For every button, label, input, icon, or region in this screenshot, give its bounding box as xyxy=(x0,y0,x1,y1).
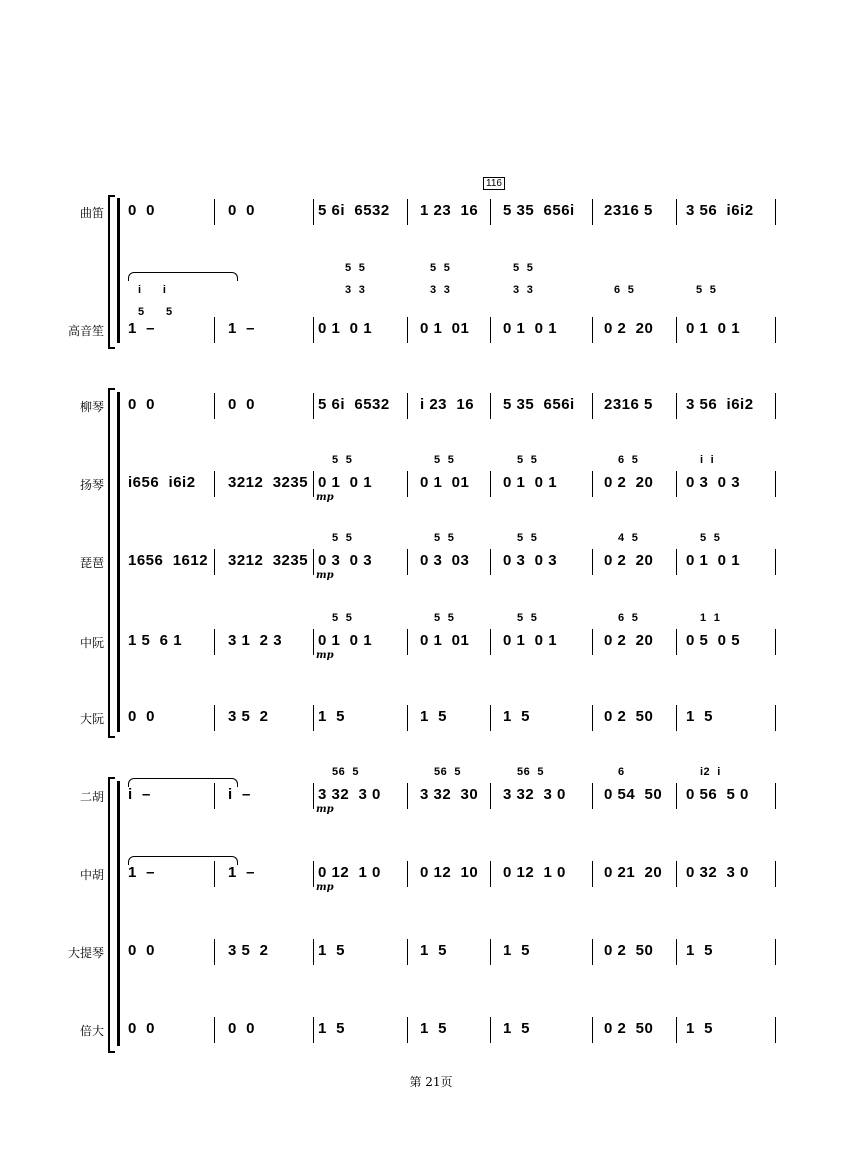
barline xyxy=(407,939,408,965)
barline xyxy=(407,471,408,497)
barline xyxy=(490,199,491,225)
barline xyxy=(592,939,593,965)
measure-notes: 0 0 xyxy=(228,1020,256,1037)
upper-voice-notes: i i xyxy=(700,454,715,466)
upper-voice-notes: 5 5 xyxy=(517,532,538,544)
measure-notes: 1 5 xyxy=(686,1020,714,1037)
measure-notes: 0 3 0 3 xyxy=(503,552,558,569)
barline xyxy=(775,1017,776,1043)
measure-notes: 1 5 xyxy=(503,1020,531,1037)
upper-voice-notes: 1 1 xyxy=(700,612,721,624)
upper-voice-notes: 6 xyxy=(618,766,625,778)
upper-voice-notes: 3 3 xyxy=(513,284,534,296)
instrument-label: 琵琶 xyxy=(79,556,104,570)
measure-notes: i – xyxy=(128,786,151,803)
measure-notes: 3 56 i6i2 xyxy=(686,202,754,219)
dynamic-mark: mp xyxy=(316,650,334,661)
barline xyxy=(313,939,314,965)
upper-voice-notes: 56 5 xyxy=(517,766,544,778)
measure-notes: 0 2 20 xyxy=(604,632,654,649)
measure-notes: 0 12 1 0 xyxy=(503,864,566,881)
dynamic-mark: mp xyxy=(316,804,334,815)
upper-voice-notes: 5 5 xyxy=(332,454,353,466)
measure-notes: 1 23 16 xyxy=(420,202,479,219)
measure-notes: i – xyxy=(228,786,251,803)
upper-voice-notes: 6 5 xyxy=(618,612,639,624)
tempo-mark: 116 xyxy=(483,177,505,190)
upper-voice-notes: 5 5 xyxy=(332,532,353,544)
measure-notes: 0 0 xyxy=(128,202,156,219)
measure-notes: 5 6i 6532 xyxy=(318,396,390,413)
upper-voice-notes: 3 3 xyxy=(345,284,366,296)
barline xyxy=(214,939,215,965)
upper-voice-notes: 5 5 xyxy=(332,612,353,624)
measure-notes: 2316 5 xyxy=(604,202,653,219)
measure-notes: 3 1 2 3 xyxy=(228,632,283,649)
measure-notes: 3 32 3 0 xyxy=(503,786,566,803)
instrument-label: 大提琴 xyxy=(67,946,104,960)
barline xyxy=(407,705,408,731)
instrument-label: 高音笙 xyxy=(67,324,104,338)
barline xyxy=(214,471,215,497)
strings-brace xyxy=(108,777,115,1053)
barline xyxy=(214,393,215,419)
instrument-label: 中胡 xyxy=(79,868,104,882)
dynamic-mark: mp xyxy=(316,492,334,503)
upper-voice-notes: 5 5 xyxy=(138,306,173,318)
barline xyxy=(313,629,314,655)
instrument-label: 曲笛 xyxy=(79,206,104,220)
measure-notes: 3212 3235 xyxy=(228,552,309,569)
barline xyxy=(490,1017,491,1043)
measure-notes: 1 – xyxy=(228,320,256,337)
instrument-label: 大阮 xyxy=(79,712,104,726)
barline xyxy=(490,393,491,419)
measure-notes: 0 2 50 xyxy=(604,708,654,725)
barline xyxy=(676,861,677,887)
measure-notes: 0 1 01 xyxy=(420,320,470,337)
barline xyxy=(214,629,215,655)
plucked-brace xyxy=(108,388,115,738)
dynamic-mark: mp xyxy=(316,882,334,893)
measure-notes: 0 1 0 1 xyxy=(686,320,741,337)
measure-notes: 0 32 3 0 xyxy=(686,864,749,881)
measure-notes: 3 5 2 xyxy=(228,942,269,959)
barline xyxy=(676,629,677,655)
measure-notes: 0 2 50 xyxy=(604,1020,654,1037)
measure-notes: 0 56 5 0 xyxy=(686,786,749,803)
upper-voice-notes: 5 5 xyxy=(434,612,455,624)
barline xyxy=(775,783,776,809)
barline xyxy=(592,317,593,343)
measure-notes: 1 5 xyxy=(503,708,531,725)
barline xyxy=(313,1017,314,1043)
measure-notes: 0 1 0 1 xyxy=(318,320,373,337)
tie-slur xyxy=(128,856,238,865)
barline xyxy=(407,393,408,419)
barline xyxy=(407,549,408,575)
barline xyxy=(775,549,776,575)
instrument-label: 二胡 xyxy=(79,790,104,804)
barline xyxy=(592,861,593,887)
measure-notes: 0 1 0 1 xyxy=(503,474,558,491)
barline xyxy=(214,705,215,731)
measure-notes: 3212 3235 xyxy=(228,474,309,491)
barline xyxy=(407,1017,408,1043)
upper-voice-notes: 5 5 xyxy=(696,284,717,296)
barline xyxy=(490,861,491,887)
upper-voice-notes: 5 5 xyxy=(434,454,455,466)
measure-notes: 1 5 xyxy=(420,1020,448,1037)
measure-notes: 1 5 xyxy=(503,942,531,959)
measure-notes: 0 3 0 3 xyxy=(318,552,373,569)
measure-notes: 1 – xyxy=(128,320,156,337)
upper-voice-notes: 3 3 xyxy=(430,284,451,296)
barline xyxy=(775,705,776,731)
measure-notes: 0 1 01 xyxy=(420,632,470,649)
barline xyxy=(676,393,677,419)
barline xyxy=(214,549,215,575)
dynamic-mark: mp xyxy=(316,570,334,581)
barline xyxy=(775,393,776,419)
measure-notes: 0 1 0 1 xyxy=(318,474,373,491)
barline xyxy=(775,939,776,965)
barline xyxy=(592,199,593,225)
measure-notes: i656 i6i2 xyxy=(128,474,196,491)
barline xyxy=(676,783,677,809)
barline xyxy=(676,1017,677,1043)
upper-voice-notes: 5 5 xyxy=(517,612,538,624)
measure-notes: i 23 16 xyxy=(420,396,475,413)
barline xyxy=(214,199,215,225)
barline xyxy=(490,549,491,575)
barline xyxy=(313,705,314,731)
measure-notes: 0 2 20 xyxy=(604,552,654,569)
barline xyxy=(490,629,491,655)
barline xyxy=(490,705,491,731)
instrument-label: 扬琴 xyxy=(79,478,104,492)
measure-notes: 1 5 xyxy=(420,708,448,725)
page-footer: 第 21页 xyxy=(409,1075,453,1089)
barline xyxy=(775,629,776,655)
upper-voice-notes: 56 5 xyxy=(434,766,461,778)
barline xyxy=(592,705,593,731)
measure-notes: 1656 1612 xyxy=(128,552,209,569)
barline xyxy=(490,939,491,965)
barline xyxy=(407,861,408,887)
barline xyxy=(407,783,408,809)
measure-notes: 0 0 xyxy=(128,942,156,959)
instrument-label: 倍大 xyxy=(79,1024,104,1038)
barline xyxy=(313,471,314,497)
barline xyxy=(592,471,593,497)
measure-notes: 0 1 0 1 xyxy=(503,632,558,649)
measure-notes: 1 5 xyxy=(420,942,448,959)
barline xyxy=(676,317,677,343)
measure-notes: 3 5 2 xyxy=(228,708,269,725)
upper-voice-notes: 5 5 xyxy=(345,262,366,274)
tie-slur xyxy=(128,778,238,787)
barline xyxy=(592,393,593,419)
measure-notes: 0 5 0 5 xyxy=(686,632,741,649)
barline xyxy=(313,199,314,225)
barline xyxy=(676,705,677,731)
measure-notes: 0 0 xyxy=(228,396,256,413)
barline xyxy=(407,317,408,343)
measure-notes: 0 12 10 xyxy=(420,864,479,881)
upper-voice-notes: 5 5 xyxy=(517,454,538,466)
measure-notes: 0 21 20 xyxy=(604,864,663,881)
barline xyxy=(775,471,776,497)
barline xyxy=(775,199,776,225)
barline xyxy=(592,1017,593,1043)
barline xyxy=(214,1017,215,1043)
measure-notes: 0 1 0 1 xyxy=(503,320,558,337)
barline xyxy=(490,317,491,343)
measure-notes: 3 32 30 xyxy=(420,786,479,803)
barline xyxy=(313,317,314,343)
barline xyxy=(313,861,314,887)
wind-brace xyxy=(108,195,115,349)
upper-voice-notes: i i xyxy=(138,284,167,296)
measure-notes: 0 0 xyxy=(128,396,156,413)
measure-notes: 0 1 0 1 xyxy=(686,552,741,569)
barline xyxy=(214,317,215,343)
barline xyxy=(775,861,776,887)
barline xyxy=(676,939,677,965)
upper-voice-notes: 56 5 xyxy=(332,766,359,778)
measure-notes: 5 6i 6532 xyxy=(318,202,390,219)
measure-notes: 0 12 1 0 xyxy=(318,864,381,881)
measure-notes: 0 0 xyxy=(128,708,156,725)
measure-notes: 0 3 03 xyxy=(420,552,470,569)
upper-voice-notes: 4 5 xyxy=(618,532,639,544)
measure-notes: 1 – xyxy=(228,864,256,881)
barline xyxy=(313,783,314,809)
measure-notes: 0 1 0 1 xyxy=(318,632,373,649)
measure-notes: 0 1 01 xyxy=(420,474,470,491)
measure-notes: 1 5 xyxy=(686,708,714,725)
barline xyxy=(407,629,408,655)
barline xyxy=(313,393,314,419)
measure-notes: 0 2 20 xyxy=(604,474,654,491)
measure-notes: 5 35 656i xyxy=(503,396,575,413)
measure-notes: 3 32 3 0 xyxy=(318,786,381,803)
measure-notes: 0 2 20 xyxy=(604,320,654,337)
barline xyxy=(592,549,593,575)
barline xyxy=(490,783,491,809)
upper-voice-notes: i2 i xyxy=(700,766,721,778)
barline xyxy=(490,471,491,497)
measure-notes: 0 3 0 3 xyxy=(686,474,741,491)
upper-voice-notes: 5 5 xyxy=(430,262,451,274)
measure-notes: 1 5 6 1 xyxy=(128,632,183,649)
measure-notes: 1 5 xyxy=(318,1020,346,1037)
measure-notes: 1 5 xyxy=(318,708,346,725)
upper-voice-notes: 6 5 xyxy=(614,284,635,296)
measure-notes: 0 54 50 xyxy=(604,786,663,803)
measure-notes: 1 5 xyxy=(318,942,346,959)
barline xyxy=(676,199,677,225)
upper-voice-notes: 6 5 xyxy=(618,454,639,466)
upper-voice-notes: 5 5 xyxy=(513,262,534,274)
barline xyxy=(592,783,593,809)
barline xyxy=(676,549,677,575)
measure-notes: 0 0 xyxy=(228,202,256,219)
measure-notes: 5 35 656i xyxy=(503,202,575,219)
measure-notes: 0 0 xyxy=(128,1020,156,1037)
barline xyxy=(775,317,776,343)
measure-notes: 1 – xyxy=(128,864,156,881)
upper-voice-notes: 5 5 xyxy=(700,532,721,544)
barline xyxy=(407,199,408,225)
measure-notes: 0 2 50 xyxy=(604,942,654,959)
tie-slur xyxy=(128,272,238,281)
instrument-label: 中阮 xyxy=(79,636,104,650)
measure-notes: 2316 5 xyxy=(604,396,653,413)
instrument-label: 柳琴 xyxy=(79,400,104,414)
barline xyxy=(676,471,677,497)
barline xyxy=(313,549,314,575)
measure-notes: 1 5 xyxy=(686,942,714,959)
measure-notes: 3 56 i6i2 xyxy=(686,396,754,413)
upper-voice-notes: 5 5 xyxy=(434,532,455,544)
barline xyxy=(592,629,593,655)
